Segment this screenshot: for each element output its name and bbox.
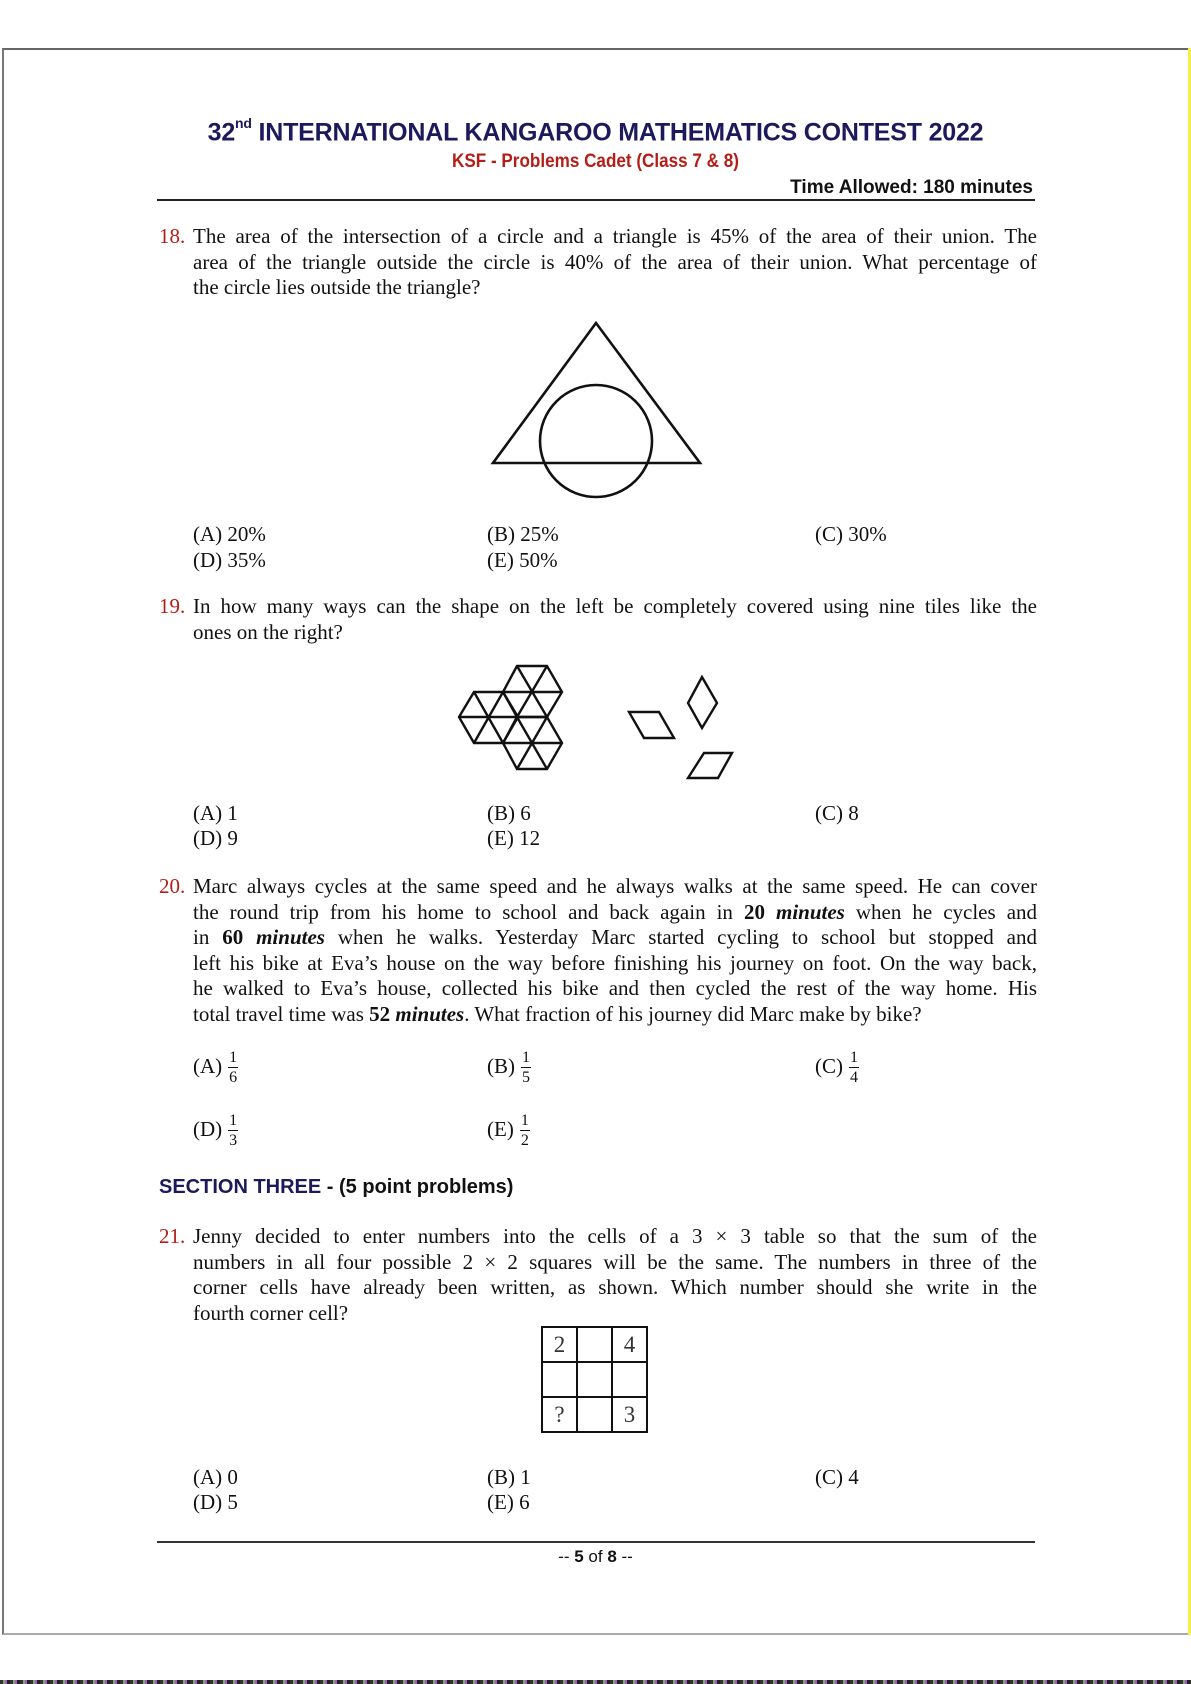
fraction: $\frac{1}{3}$ xyxy=(229,1112,238,1149)
question-number: 19. xyxy=(159,594,186,618)
option-d[interactable]: (D) $\frac{1}{3}$ xyxy=(193,1112,238,1149)
grid-cell xyxy=(612,1362,647,1397)
grid-cell xyxy=(577,1362,612,1397)
option-b[interactable]: (B) 25% xyxy=(487,522,559,546)
fraction: $\frac{1}{5}$ xyxy=(522,1049,530,1086)
grid-cell xyxy=(577,1327,612,1362)
rhombus-tile-horizontal-icon xyxy=(629,712,674,738)
time-allowed: Time Allowed: 180 minutes xyxy=(790,177,1033,198)
three-by-three-grid xyxy=(541,1326,648,1433)
option-b[interactable]: (B) 1 xyxy=(487,1465,531,1489)
question-number: 18. xyxy=(159,224,186,248)
option-c[interactable]: (C) 4 xyxy=(815,1465,859,1489)
option-e[interactable]: (E) 6 xyxy=(487,1490,530,1514)
question-21 xyxy=(159,1224,1037,1326)
question-20 xyxy=(159,874,1037,1028)
option-d[interactable]: (D) 35% xyxy=(193,548,266,572)
footer-rule xyxy=(157,1541,1035,1543)
contest-subtitle: KSF - Problems Cadet (Class 7 & 8) xyxy=(452,151,739,172)
question-text: The area of the intersection of a circle and a triangle is 45% of the area of their union. The area of the triangle outside the circle is 40% of the area of their union. What percentage of the circle lies outside the triangle? xyxy=(193,224,1037,300)
option-a[interactable]: (A) 20% xyxy=(193,522,266,546)
fraction: $\frac{1}{2}$ xyxy=(520,1112,529,1149)
grid-cell xyxy=(577,1397,612,1432)
question-text: Jenny decided to enter numbers into the cells of a 3 × 3 table so that the sum of the numbers in all four possible 2 × 2 squares will be the same. The numbers in three of the corner cells have already been written, as shown. Which number should she write in the fourth corner cell? xyxy=(193,1224,1037,1325)
option-b[interactable]: (B) $\frac{1}{5}$ xyxy=(487,1049,530,1086)
section-heading: SECTION THREE - (5 point problems) xyxy=(159,1176,514,1198)
rhombus-tile-slanted-icon xyxy=(688,753,732,778)
question-number: 21. xyxy=(159,1224,186,1248)
rhombus-tile-vertical-icon xyxy=(688,677,717,728)
fraction: $\frac{1}{6}$ xyxy=(229,1049,238,1086)
grid-cell: 4 xyxy=(612,1327,647,1362)
question-text: Marc always cycles at the same speed and he always walks at the same speed. He can cover the round trip from his home to school and back again in 20 minutes when he cycles and in 60 minutes when he walks. Yesterday Marc started cycling to school but stopped and left his bike at Eva’s house on the way before finishing his journey on foot. On the way back, he walked to Eva’s house, collected his bike and then cycled the rest of the way home. His total travel time was 52 minutes. What fraction of his journey did Marc make by bike? xyxy=(193,874,1038,1026)
option-e[interactable]: (E) 12 xyxy=(487,826,541,850)
option-b[interactable]: (B) 6 xyxy=(487,801,531,825)
contest-title: 32nd INTERNATIONAL KANGAROO MATHEMATICS CONTEST 2022 xyxy=(207,115,984,147)
page-number: -- 5 of 8 -- xyxy=(558,1547,633,1566)
question-text: In how many ways can the shape on the left be completely covered using nine tiles like the ones on the right? xyxy=(193,594,1037,644)
option-c[interactable]: (C) 8 xyxy=(815,801,859,825)
grid-cell xyxy=(542,1362,577,1397)
option-c[interactable]: (C) $\frac{1}{4}$ xyxy=(815,1049,858,1086)
option-d[interactable]: (D) 9 xyxy=(193,826,238,850)
fraction: $\frac{1}{4}$ xyxy=(850,1049,858,1086)
option-a[interactable]: (A) $\frac{1}{6}$ xyxy=(193,1049,238,1086)
option-a[interactable]: (A) 1 xyxy=(193,801,238,825)
grid-cell: ? xyxy=(542,1397,577,1432)
option-a[interactable]: (A) 0 xyxy=(193,1465,238,1489)
grid-cell: 3 xyxy=(612,1397,647,1432)
option-e[interactable]: (E) 50% xyxy=(487,548,558,572)
option-c[interactable]: (C) 30% xyxy=(815,522,887,546)
option-d[interactable]: (D) 5 xyxy=(193,1490,238,1514)
option-e[interactable]: (E) $\frac{1}{2}$ xyxy=(487,1112,529,1149)
question-number: 20. xyxy=(159,874,186,898)
grid-cell: 2 xyxy=(542,1327,577,1362)
